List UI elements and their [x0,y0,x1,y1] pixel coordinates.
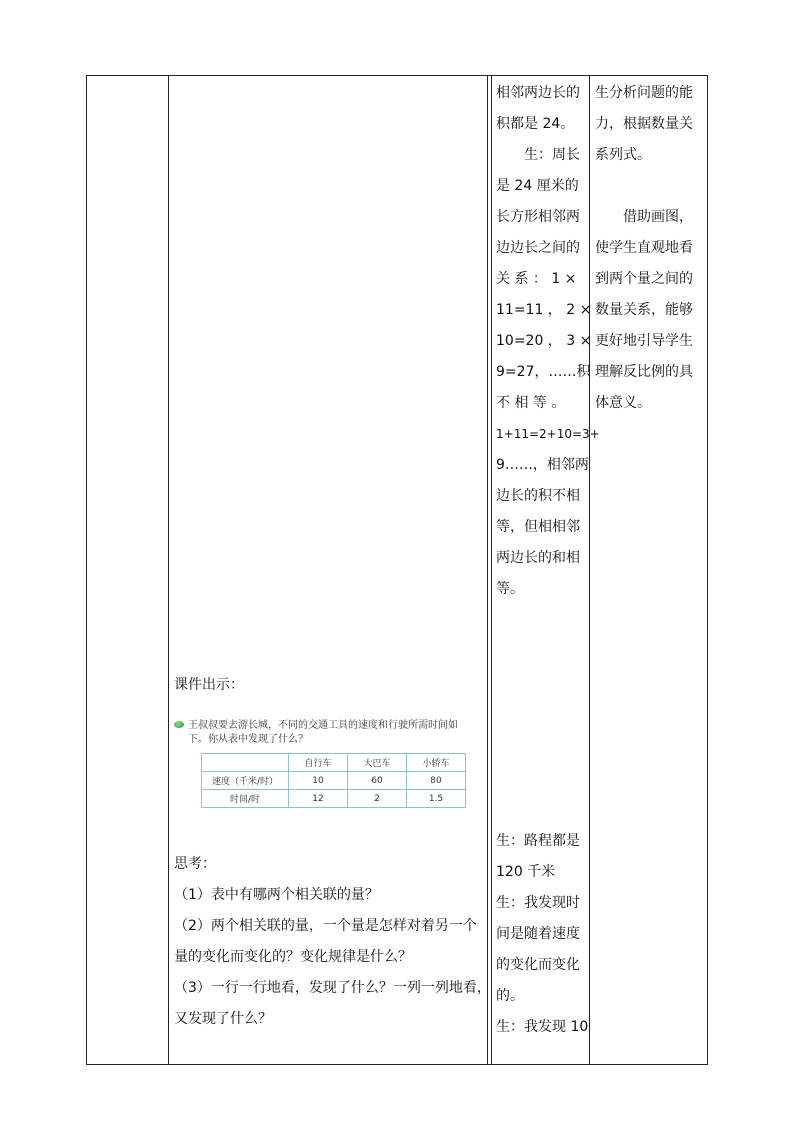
question-line: （3）一行一行地看，发现了什么？一列一列地看， [174,980,491,996]
table-cell: 速度（千米/时） [202,772,289,790]
courseware-label: 课件出示： [174,677,244,693]
student-line: 的。 [496,988,524,1004]
table-cell: 60 [348,772,407,790]
student-line: 边边长之间的 [496,240,580,256]
student-line: 关 系 ： 1 × [496,271,577,287]
problem-text: 王叔叔要去游长城，不同的交通工具的速度和行驶所需时间如下。你从表中发现了什么？ [188,720,458,745]
student-line: 生：我发现时 [496,895,580,911]
student-line: 等。 [496,581,524,597]
table-row [202,772,466,790]
intent-line: 系列式。 [595,147,651,163]
thinking-questions [174,849,491,1035]
student-response-top [496,78,600,605]
student-line: 9=27，……积 [496,364,591,380]
student-line: 10=20 ， 3 × [496,333,592,349]
table-header: 大巴车 [348,754,407,772]
intent-line: 借助画图， [623,209,693,225]
table-row [202,790,466,808]
intent-line: 使学生直观地看 [595,240,693,256]
intent-line: 生分析问题的能 [595,85,693,101]
table-header: 小轿车 [407,754,466,772]
table-cell: 10 [289,772,348,790]
column-divider-1 [168,75,169,1065]
student-line: 相邻两边长的 [496,85,580,101]
speech-bubble-icon [174,721,184,728]
table-cell: 12 [289,790,348,808]
table-cell: 1.5 [407,790,466,808]
column-divider-2 [487,75,492,1065]
intent-line: 到两个量之间的 [595,271,693,287]
student-line: 生：我发现 10 [496,1019,589,1035]
intent-line: 力，根据数量关 [595,116,693,132]
table-cell: 2 [348,790,407,808]
intent-line: 数量关系，能够 [595,302,693,318]
thinking-label: 思考： [174,856,216,872]
intent-line [595,171,707,202]
student-line: 两边长的和相 [496,550,580,566]
problem-question [174,719,474,747]
question-line: （1）表中有哪两个相关联的量？ [174,887,379,903]
question-line: （2）两个相关联的量，一个量是怎样对着另一个 [174,918,477,934]
student-line: 不 相 等 。 [496,395,566,411]
design-intent [595,78,707,419]
column-divider-3 [589,75,590,1065]
student-line: 积都是 24。 [496,116,575,132]
student-line: 生：路程都是 [496,833,580,849]
student-line: 11=11 ， 2 × [496,302,592,318]
student-line: 间是随着速度 [496,926,580,942]
intent-line: 体意义。 [595,395,651,411]
student-line: 120 千米 [496,864,556,880]
intent-line: 理解反比例的具 [595,364,693,380]
table-row [202,754,466,772]
student-line: 的变化而变化 [496,957,580,973]
intent-line: 更好地引导学生 [595,333,693,349]
table-cell: 80 [407,772,466,790]
table-cell: 时间/时 [202,790,289,808]
question-line: 量的变化而变化的？变化规律是什么？ [174,949,412,965]
student-line: 是 24 厘米的 [496,178,579,194]
student-line: 9……，相邻两 [496,457,589,473]
student-response-bottom [496,826,589,1043]
table-header [202,754,289,772]
table-header: 自行车 [289,754,348,772]
student-line: 生：周长 [524,147,580,163]
student-line: 边长的积不相 [496,488,580,504]
student-line: 1+11=2+10=3+ [496,427,600,441]
speed-time-table [201,753,466,808]
student-line: 等，但相相邻 [496,519,580,535]
question-line: 又发现了什么？ [174,1011,272,1027]
courseware-problem [174,719,474,805]
student-line: 长方形相邻两 [496,209,580,225]
